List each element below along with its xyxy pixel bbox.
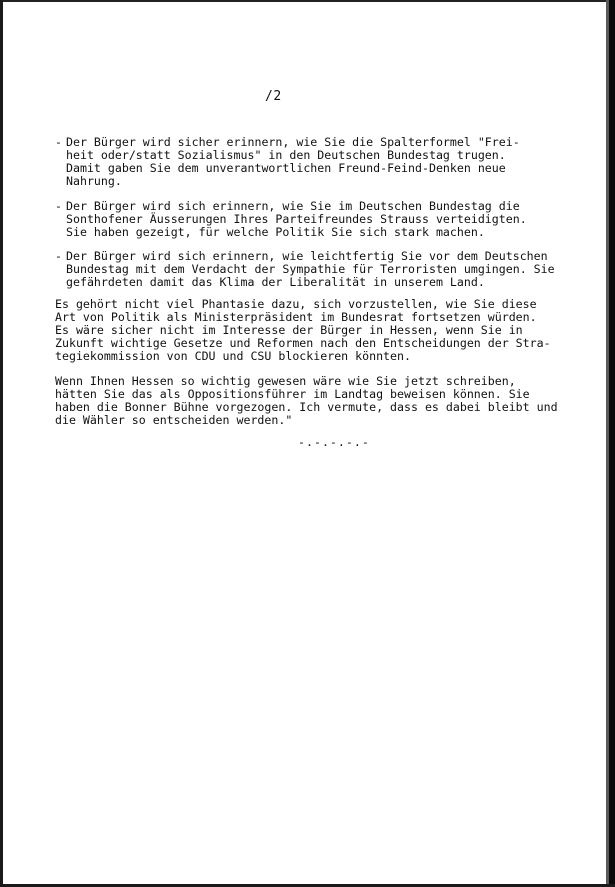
text-line: gefährdeten damit das Klima der Liberalität in unserem Land.	[66, 275, 485, 289]
text-line: Sie haben gezeigt, für welche Politik Sie sich stark machen.	[66, 225, 485, 239]
bullet-text	[66, 200, 565, 239]
bullet-dash: -	[55, 199, 62, 213]
text-line: heit oder/statt Sozialismus" in den Deutschen Bundestag trugen.	[66, 148, 506, 162]
text-line: haben die Bonner Bühne vorgezogen. Ich vermute, dass es dabei bleibt und	[55, 400, 558, 414]
text-line: tegiekommission von CDU und CSU blockieren könnten.	[55, 349, 411, 363]
bullet-text	[66, 250, 565, 289]
bullet-dash: -	[55, 135, 62, 149]
text-line: Art von Politik als Ministerpräsident im Bundesrat fortsetzen würden.	[55, 310, 537, 324]
text-line: Damit gaben Sie dem unverantwortlichen Freund-Feind-Denken neue	[66, 161, 506, 175]
bullet-item	[55, 136, 565, 188]
text-line: hätten Sie das als Oppositionsführer im Landtag beweisen können. Sie	[55, 387, 530, 401]
text-line: Wenn Ihnen Hessen so wichtig gewesen wäre wie Sie jetzt schreiben,	[55, 374, 516, 388]
bullet-text	[66, 136, 565, 188]
text-line: Es wäre sicher nicht im Interesse der Bürger in Hessen, wenn Sie in	[55, 323, 523, 337]
closing-mark: -.-.-.-.-	[298, 435, 370, 449]
text-line: Nahrung.	[66, 174, 122, 188]
bullet-item	[55, 250, 565, 289]
text-line: Der Bürger wird sicher erinnern, wie Sie die Spalterformel "Frei-	[66, 135, 520, 149]
text-line: Der Bürger wird sich erinnern, wie leichtfertig Sie vor dem Deutschen	[66, 249, 548, 263]
bullet-dash: -	[55, 249, 62, 263]
text-line: die Wähler so entscheiden werden."	[55, 413, 293, 427]
text-line: Sonthofener Äusserungen Ihres Parteifreundes Strauss verteidigten.	[66, 212, 527, 226]
paragraph	[55, 375, 575, 427]
bullet-item	[55, 200, 565, 239]
page-number: /2	[265, 89, 282, 104]
text-line: Bundestag mit dem Verdacht der Sympathie für Terroristen umgingen. Sie	[66, 262, 555, 276]
text-line: Der Bürger wird sich erinnern, wie Sie im Deutschen Bundestag die	[66, 199, 520, 213]
text-line: Es gehört nicht viel Phantasie dazu, sich vorzustellen, wie Sie diese	[55, 297, 537, 311]
paragraph	[55, 298, 575, 363]
text-line: Zukunft wichtige Gesetze und Reformen nach den Entscheidungen der Stra-	[55, 336, 551, 350]
